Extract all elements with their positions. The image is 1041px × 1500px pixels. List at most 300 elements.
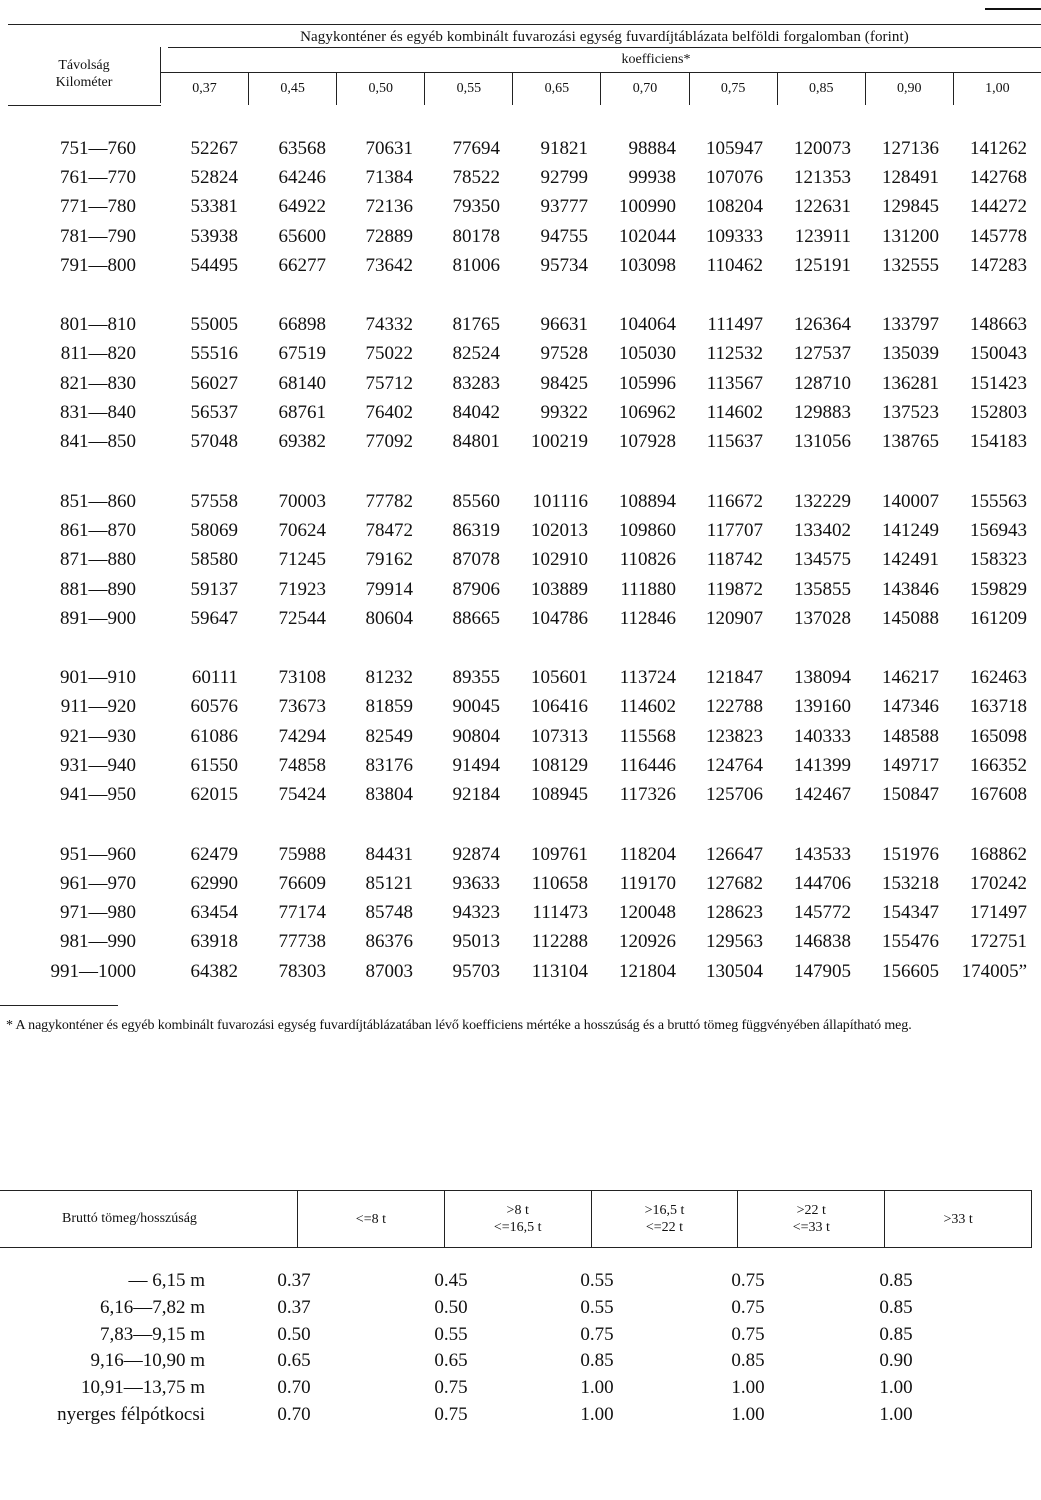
coefficient-table-body xyxy=(0,1268,1041,1428)
footnote: * A nagykonténer és egyéb kombinált fuvarozási egység fuvardíjtáblázatában lévő koefficiens mértéke a hosszúság és a bruttó tömeg függvényében állapítható meg. xyxy=(6,1018,912,1033)
fee-cell: 124764 xyxy=(706,754,763,776)
fee-cell: 72136 xyxy=(365,196,413,218)
distance-cell: 841—850 xyxy=(60,431,136,453)
fee-cell: 174005” xyxy=(961,960,1027,982)
coefficient-cell: 0.85 xyxy=(731,1350,765,1372)
fee-cell: 145088 xyxy=(882,607,939,629)
distance-cell: 821—830 xyxy=(60,372,136,394)
fee-cell: 71384 xyxy=(365,166,413,188)
table-row xyxy=(0,163,1041,192)
fee-cell: 71245 xyxy=(278,549,326,571)
coefficient-cell: 1.00 xyxy=(879,1377,913,1399)
table-row xyxy=(0,575,1041,604)
weight-class-line: <=16,5 t xyxy=(493,1220,542,1235)
fee-cell: 62479 xyxy=(190,843,238,865)
fee-cell: 168862 xyxy=(970,843,1027,865)
fee-cell: 78522 xyxy=(452,166,500,188)
fee-cell: 94323 xyxy=(452,902,500,924)
page-top-rule xyxy=(985,8,1041,10)
fee-cell: 57048 xyxy=(190,431,238,453)
fee-cell: 115568 xyxy=(619,725,676,747)
weight-class-line: >33 t xyxy=(943,1211,973,1227)
fee-cell: 108894 xyxy=(619,490,676,512)
coefficient-cell: 0.85 xyxy=(580,1350,614,1372)
table-row xyxy=(0,369,1041,398)
fee-cell: 100990 xyxy=(619,196,676,218)
fee-cell: 123823 xyxy=(706,725,763,747)
freight-table-title: Nagykonténer és egyéb kombinált fuvarozási egység fuvardíjtáblázata belföldi forgalomban (forint) xyxy=(168,25,1041,48)
fee-cell: 53938 xyxy=(190,225,238,247)
fee-cell: 108204 xyxy=(706,196,763,218)
fee-cell: 147283 xyxy=(970,254,1027,276)
fee-cell: 141262 xyxy=(970,137,1027,159)
fee-cell: 123911 xyxy=(794,225,851,247)
fee-cell: 94755 xyxy=(540,225,588,247)
weight-class-header xyxy=(885,1191,1032,1247)
fee-cell: 158323 xyxy=(970,549,1027,571)
fee-cell: 163718 xyxy=(970,696,1027,718)
fee-cell: 91821 xyxy=(540,137,588,159)
coefficient-header-cell: 0,85 xyxy=(778,73,866,105)
distance-cell: 891—900 xyxy=(60,607,136,629)
fee-cell: 84431 xyxy=(365,843,413,865)
distance-cell: 981—990 xyxy=(60,931,136,953)
fee-cell: 72544 xyxy=(278,607,326,629)
fee-cell: 120073 xyxy=(794,137,851,159)
fee-cell: 63454 xyxy=(190,902,238,924)
fee-cell: 162463 xyxy=(970,667,1027,689)
fee-cell: 108945 xyxy=(531,784,588,806)
fee-cell: 81859 xyxy=(365,696,413,718)
fee-cell: 109333 xyxy=(706,225,763,247)
fee-cell: 172751 xyxy=(970,931,1027,953)
fee-cell: 117707 xyxy=(706,519,763,541)
footnote-rule xyxy=(0,1005,118,1006)
table-row xyxy=(0,781,1041,810)
weight-class-header xyxy=(738,1191,885,1247)
coefficient-cell: 0.55 xyxy=(580,1270,614,1292)
fee-cell: 140333 xyxy=(794,725,851,747)
fee-cell: 71923 xyxy=(278,578,326,600)
fee-cell: 120926 xyxy=(619,931,676,953)
fee-cell: 128710 xyxy=(794,372,851,394)
fee-cell: 81232 xyxy=(365,667,413,689)
distance-cell: 901—910 xyxy=(60,667,136,689)
distance-header-line: Kilométer xyxy=(55,75,113,90)
fee-cell: 58069 xyxy=(190,519,238,541)
coefficient-cell: 0.50 xyxy=(434,1297,468,1319)
fee-cell: 55516 xyxy=(190,343,238,365)
fee-cell: 150043 xyxy=(970,343,1027,365)
fee-cell: 77694 xyxy=(452,137,500,159)
coefficient-header-cell: 0,55 xyxy=(425,73,513,105)
table-row xyxy=(0,134,1041,163)
coefficient-header-cell: 0,75 xyxy=(690,73,778,105)
fee-cell: 102910 xyxy=(531,549,588,571)
fee-cell: 57558 xyxy=(190,490,238,512)
fee-cell: 156943 xyxy=(970,519,1027,541)
fee-cell: 62015 xyxy=(190,784,238,806)
weight-class-line: >16,5 t xyxy=(644,1203,685,1218)
fee-cell: 70624 xyxy=(278,519,326,541)
fee-cell: 75424 xyxy=(278,784,326,806)
fee-cell: 73673 xyxy=(278,696,326,718)
weight-class-line: >8 t xyxy=(506,1203,529,1218)
coefficient-header-cell: 0,37 xyxy=(161,73,249,105)
table-row xyxy=(0,751,1041,780)
coefficient-group-header: koefficiens* xyxy=(161,47,1041,73)
table-row xyxy=(0,957,1041,986)
length-label: 7,83—9,15 m xyxy=(99,1323,205,1345)
fee-cell: 76402 xyxy=(365,402,413,424)
fee-cell: 95013 xyxy=(452,931,500,953)
coefficient-header-cell: 0,90 xyxy=(866,73,954,105)
fee-cell: 61086 xyxy=(190,725,238,747)
weight-class-line: <=22 t xyxy=(645,1220,684,1235)
fee-cell: 75988 xyxy=(278,843,326,865)
fee-cell: 131056 xyxy=(794,431,851,453)
coefficient-cell: 0.85 xyxy=(879,1323,913,1345)
fee-cell: 146217 xyxy=(882,667,939,689)
table-row xyxy=(0,398,1041,427)
fee-cell: 60576 xyxy=(190,696,238,718)
fee-cell: 152803 xyxy=(970,402,1027,424)
table-row xyxy=(0,840,1041,869)
fee-cell: 138094 xyxy=(794,667,851,689)
coefficient-cell: 0.75 xyxy=(731,1297,765,1319)
table-row xyxy=(0,1375,1041,1402)
fee-cell: 79162 xyxy=(365,549,413,571)
fee-cell: 105601 xyxy=(531,667,588,689)
fee-cell: 111497 xyxy=(707,314,763,336)
fee-cell: 85560 xyxy=(452,490,500,512)
fee-cell: 112846 xyxy=(619,607,676,629)
fee-cell: 129563 xyxy=(706,931,763,953)
distance-cell: 941—950 xyxy=(60,784,136,806)
fee-cell: 155563 xyxy=(970,490,1027,512)
fee-cell: 103889 xyxy=(531,578,588,600)
distance-cell: 991—1000 xyxy=(50,960,136,982)
table-row xyxy=(0,340,1041,369)
coefficient-cell: 0.75 xyxy=(580,1323,614,1345)
fee-cell: 134575 xyxy=(794,549,851,571)
weight-class-header xyxy=(592,1191,739,1247)
fee-cell: 118204 xyxy=(619,843,676,865)
fee-cell: 75712 xyxy=(365,372,413,394)
weight-class-header xyxy=(298,1191,445,1247)
length-label: 9,16—10,90 m xyxy=(90,1350,205,1372)
fee-cell: 110462 xyxy=(706,254,763,276)
table-row xyxy=(0,663,1041,692)
fee-cell: 122631 xyxy=(794,196,851,218)
fee-cell: 161209 xyxy=(970,607,1027,629)
fee-cell: 126647 xyxy=(706,843,763,865)
table-row xyxy=(0,251,1041,280)
fee-cell: 167608 xyxy=(970,784,1027,806)
fee-cell: 73642 xyxy=(365,254,413,276)
fee-cell: 90045 xyxy=(452,696,500,718)
fee-cell: 146838 xyxy=(794,931,851,953)
fee-cell: 129883 xyxy=(794,402,851,424)
coefficient-header-cell: 0,45 xyxy=(249,73,337,105)
fee-cell: 145772 xyxy=(794,902,851,924)
coefficient-cell: 0.70 xyxy=(277,1377,311,1399)
fee-cell: 153218 xyxy=(882,872,939,894)
fee-cell: 82524 xyxy=(452,343,500,365)
fee-cell: 114602 xyxy=(706,402,763,424)
weight-class-line: >22 t xyxy=(796,1203,826,1218)
fee-cell: 82549 xyxy=(365,725,413,747)
distance-cell: 781—790 xyxy=(60,225,136,247)
fee-cell: 66898 xyxy=(278,314,326,336)
distance-cell: 751—760 xyxy=(60,137,136,159)
table-row xyxy=(0,869,1041,898)
coefficient-cell: 0.90 xyxy=(879,1350,913,1372)
fee-cell: 74858 xyxy=(278,754,326,776)
fee-cell: 141399 xyxy=(794,754,851,776)
fee-cell: 73108 xyxy=(278,667,326,689)
fee-cell: 144706 xyxy=(794,872,851,894)
distance-header-line: Távolság xyxy=(58,58,110,73)
fee-cell: 147905 xyxy=(794,960,851,982)
fee-cell: 129845 xyxy=(882,196,939,218)
distance-cell: 851—860 xyxy=(60,490,136,512)
fee-cell: 59647 xyxy=(190,607,238,629)
fee-cell: 141249 xyxy=(882,519,939,541)
fee-cell: 149717 xyxy=(882,754,939,776)
fee-cell: 89355 xyxy=(452,667,500,689)
coefficient-cell: 0.85 xyxy=(879,1297,913,1319)
fee-cell: 66277 xyxy=(278,254,326,276)
fee-cell: 99322 xyxy=(540,402,588,424)
coefficient-cell: 1.00 xyxy=(580,1377,614,1399)
row-group xyxy=(0,487,1041,633)
fee-cell: 131200 xyxy=(882,225,939,247)
fee-cell: 102044 xyxy=(619,225,676,247)
distance-cell: 951—960 xyxy=(60,843,136,865)
coefficient-cell: 0.50 xyxy=(277,1323,311,1345)
table-row xyxy=(0,487,1041,516)
coefficient-cell: 0.37 xyxy=(277,1297,311,1319)
fee-cell: 84042 xyxy=(452,402,500,424)
fee-cell: 107313 xyxy=(531,725,588,747)
fee-cell: 132555 xyxy=(882,254,939,276)
fee-cell: 135855 xyxy=(794,578,851,600)
fee-cell: 128491 xyxy=(882,166,939,188)
fee-cell: 116446 xyxy=(619,754,676,776)
table-row xyxy=(0,1348,1041,1375)
fee-cell: 105947 xyxy=(706,137,763,159)
fee-cell: 59137 xyxy=(190,578,238,600)
row-group xyxy=(0,663,1041,809)
fee-cell: 143533 xyxy=(794,843,851,865)
table-row xyxy=(0,193,1041,222)
fee-cell: 81006 xyxy=(452,254,500,276)
fee-cell: 138765 xyxy=(882,431,939,453)
coefficient-cell: 0.37 xyxy=(277,1270,311,1292)
fee-cell: 106416 xyxy=(531,696,588,718)
fee-cell: 145778 xyxy=(970,225,1027,247)
fee-cell: 70003 xyxy=(278,490,326,512)
fee-cell: 156605 xyxy=(882,960,939,982)
fee-cell: 120048 xyxy=(619,902,676,924)
fee-cell: 95703 xyxy=(452,960,500,982)
fee-cell: 112532 xyxy=(706,343,763,365)
fee-cell: 108129 xyxy=(531,754,588,776)
fee-cell: 159829 xyxy=(970,578,1027,600)
fee-cell: 77174 xyxy=(278,902,326,924)
fee-cell: 154347 xyxy=(882,902,939,924)
fee-cell: 52267 xyxy=(190,137,238,159)
fee-cell: 64922 xyxy=(278,196,326,218)
fee-cell: 165098 xyxy=(970,725,1027,747)
table-row xyxy=(0,222,1041,251)
fee-cell: 53381 xyxy=(190,196,238,218)
fee-cell: 81765 xyxy=(452,314,500,336)
fee-cell: 136281 xyxy=(882,372,939,394)
distance-cell: 811—820 xyxy=(60,343,136,365)
fee-cell: 102013 xyxy=(531,519,588,541)
distance-cell: 911—920 xyxy=(60,696,136,718)
distance-cell: 871—880 xyxy=(60,549,136,571)
coefficient-cell: 0.70 xyxy=(277,1403,311,1425)
fee-cell: 101116 xyxy=(532,490,588,512)
coefficient-header-cell: 0,70 xyxy=(601,73,689,105)
fee-cell: 61550 xyxy=(190,754,238,776)
table-row xyxy=(0,1295,1041,1322)
fee-cell: 77782 xyxy=(365,490,413,512)
fee-cell: 107928 xyxy=(619,431,676,453)
fee-cell: 133797 xyxy=(882,314,939,336)
fee-cell: 114602 xyxy=(619,696,676,718)
fee-cell: 119170 xyxy=(619,872,676,894)
fee-cell: 64246 xyxy=(278,166,326,188)
distance-cell: 921—930 xyxy=(60,725,136,747)
fee-cell: 87003 xyxy=(365,960,413,982)
fee-cell: 99938 xyxy=(628,166,676,188)
freight-table-header xyxy=(8,24,1041,105)
coefficient-header-row xyxy=(161,73,1041,105)
fee-cell: 128623 xyxy=(706,902,763,924)
fee-cell: 151976 xyxy=(882,843,939,865)
fee-cell: 77738 xyxy=(278,931,326,953)
fee-cell: 142467 xyxy=(794,784,851,806)
fee-cell: 93633 xyxy=(452,872,500,894)
fee-cell: 83283 xyxy=(452,372,500,394)
weight-length-corner-header: Bruttó tömeg/hosszúság xyxy=(0,1191,298,1247)
fee-cell: 90804 xyxy=(452,725,500,747)
table-row xyxy=(0,928,1041,957)
fee-cell: 100219 xyxy=(531,431,588,453)
length-label: 6,16—7,82 m xyxy=(99,1297,205,1319)
coefficient-cell: 0.65 xyxy=(277,1350,311,1372)
fee-cell: 54495 xyxy=(190,254,238,276)
coefficient-cell: 1.00 xyxy=(879,1403,913,1425)
fee-cell: 92874 xyxy=(452,843,500,865)
fee-cell: 63918 xyxy=(190,931,238,953)
table-row xyxy=(0,693,1041,722)
coefficient-header-cell: 1,00 xyxy=(985,81,1010,96)
coefficient-cell: 1.00 xyxy=(731,1377,765,1399)
fee-cell: 80178 xyxy=(452,225,500,247)
fee-cell: 104786 xyxy=(531,607,588,629)
length-label: — 6,15 m xyxy=(128,1270,205,1292)
row-group xyxy=(0,134,1041,280)
coefficient-cell: 0.55 xyxy=(434,1323,468,1345)
fee-cell: 74332 xyxy=(365,314,413,336)
fee-cell: 86319 xyxy=(452,519,500,541)
fee-cell: 69382 xyxy=(278,431,326,453)
coefficient-cell: 0.75 xyxy=(434,1403,468,1425)
fee-cell: 68761 xyxy=(278,402,326,424)
fee-cell: 121847 xyxy=(706,667,763,689)
table-row xyxy=(0,899,1041,928)
fee-cell: 106962 xyxy=(619,402,676,424)
fee-cell: 109761 xyxy=(531,843,588,865)
fee-cell: 147346 xyxy=(882,696,939,718)
fee-cell: 143846 xyxy=(882,578,939,600)
fee-cell: 166352 xyxy=(970,754,1027,776)
coefficient-cell: 1.00 xyxy=(580,1403,614,1425)
fee-cell: 170242 xyxy=(970,872,1027,894)
table-row xyxy=(0,1401,1041,1428)
table-row xyxy=(0,1268,1041,1295)
weight-class-line: <=33 t xyxy=(792,1220,830,1235)
fee-cell: 70631 xyxy=(365,137,413,159)
fee-cell: 62990 xyxy=(190,872,238,894)
table-row xyxy=(0,1321,1041,1348)
fee-cell: 98884 xyxy=(628,137,676,159)
fee-cell: 74294 xyxy=(278,725,326,747)
fee-cell: 65600 xyxy=(278,225,326,247)
table-row xyxy=(0,516,1041,545)
fee-cell: 127682 xyxy=(706,872,763,894)
header-rule xyxy=(8,105,161,106)
fee-cell: 112288 xyxy=(531,931,588,953)
coefficient-header-cell: 0,50 xyxy=(337,73,425,105)
distance-cell: 771—780 xyxy=(60,196,136,218)
coefficient-cell: 0.55 xyxy=(580,1297,614,1319)
fee-cell: 121353 xyxy=(794,166,851,188)
coefficient-cell: 1.00 xyxy=(731,1403,765,1425)
fee-cell: 121804 xyxy=(619,960,676,982)
fee-cell: 87078 xyxy=(452,549,500,571)
fee-cell: 111880 xyxy=(620,578,676,600)
coefficient-cell: 0.45 xyxy=(434,1270,468,1292)
fee-cell: 104064 xyxy=(619,314,676,336)
fee-cell: 64382 xyxy=(190,960,238,982)
fee-cell: 139160 xyxy=(794,696,851,718)
fee-cell: 52824 xyxy=(190,166,238,188)
fee-cell: 115637 xyxy=(706,431,763,453)
fee-cell: 86376 xyxy=(365,931,413,953)
fee-cell: 148663 xyxy=(970,314,1027,336)
fee-cell: 151423 xyxy=(970,372,1027,394)
fee-cell: 83176 xyxy=(365,754,413,776)
fee-cell: 142768 xyxy=(970,166,1027,188)
coefficient-cell: 0.75 xyxy=(731,1323,765,1345)
coefficient-cell: 0.75 xyxy=(731,1270,765,1292)
fee-cell: 91494 xyxy=(452,754,500,776)
fee-cell: 110826 xyxy=(619,549,676,571)
fee-cell: 107076 xyxy=(706,166,763,188)
fee-cell: 56027 xyxy=(190,372,238,394)
fee-cell: 154183 xyxy=(970,431,1027,453)
table-row xyxy=(0,428,1041,457)
weight-class-header xyxy=(445,1191,592,1247)
freight-table-body xyxy=(0,134,1041,1016)
fee-cell: 155476 xyxy=(882,931,939,953)
